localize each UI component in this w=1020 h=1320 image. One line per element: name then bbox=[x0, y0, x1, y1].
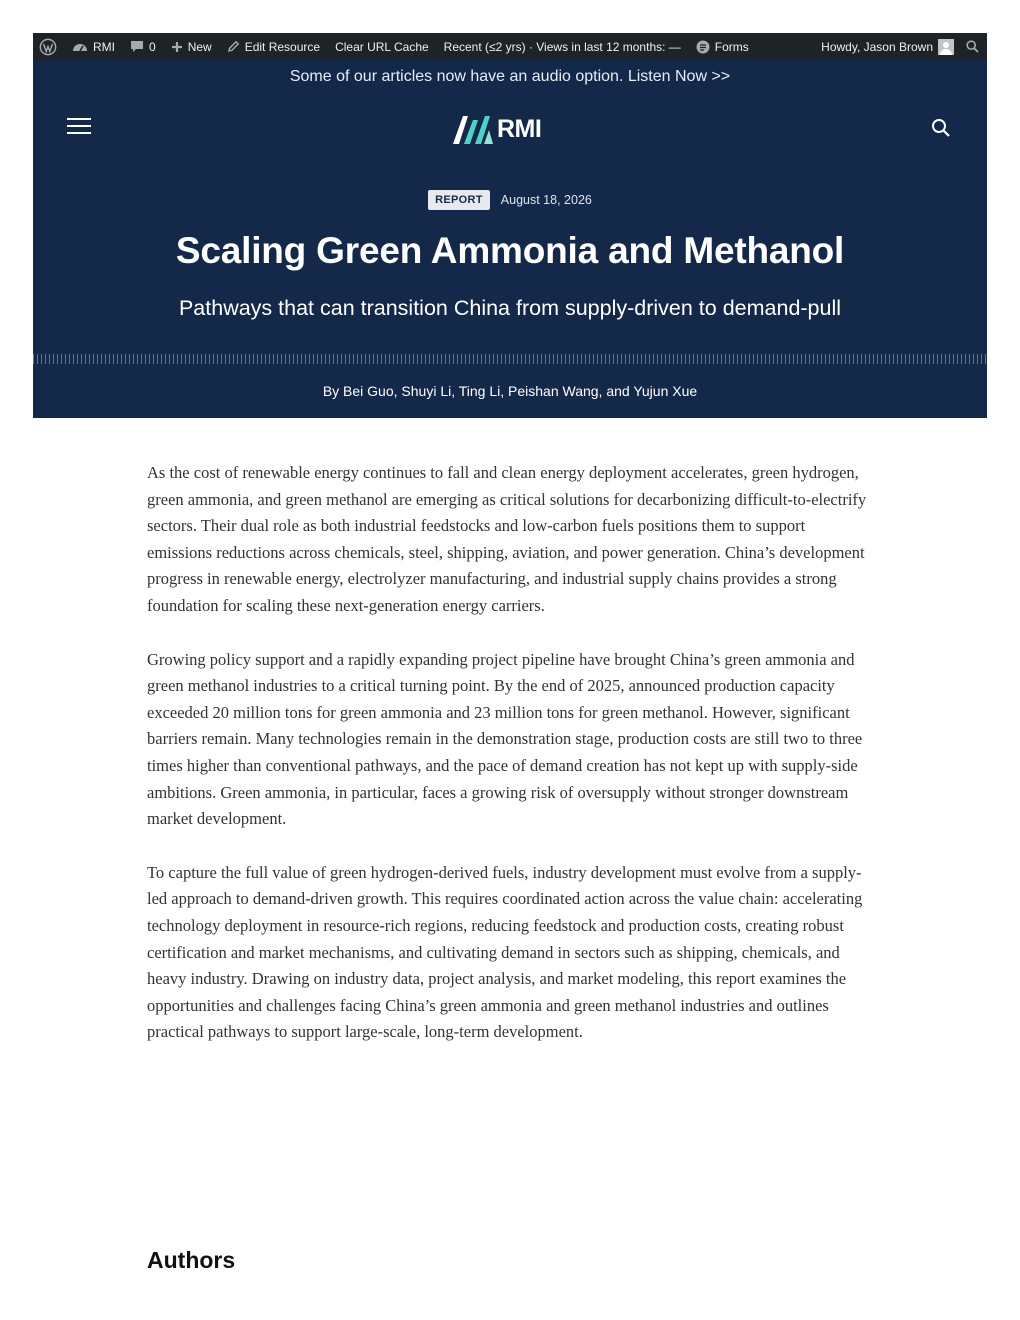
rmi-logo[interactable] bbox=[453, 112, 569, 146]
views-label: Recent (≤2 yrs) · Views in last 12 months: — bbox=[443, 39, 681, 54]
search-icon bbox=[931, 118, 951, 138]
wordpress-icon bbox=[39, 38, 57, 56]
hamburger-icon-line bbox=[67, 132, 91, 134]
article-paragraph: To capture the full value of green hydrogen-derived fuels, industry development must evolve from a supply-led approach to demand-driven growth. This requires coordinated action across the value chain: accelerating technology deployment in resource-rich regions, reducing feedstock and production costs, creating robust certification and market mechanisms, and cultivating demand in sectors such as shipping, chemicals, and heavy industry. Drawing on industry data, project analysis, and market modeling, this report examines the opportunities and challenges facing China’s green ammonia and green methanol industries and outlines practical pathways to support large-scale, long-term development. bbox=[147, 862, 863, 1042]
plus-icon bbox=[171, 41, 183, 53]
article-paragraph: As the cost of renewable energy continues to fall and clean energy deployment accelerates, green hydrogen, green ammonia, and green methanol are emerging as critical solutions for decarbonizing difficult-to-electrify sectors. Their dual role as both industrial feedstocks and low-carbon fuels positions them to support emissions reductions across chemicals, steel, shipping, aviation, and power generation. China’s development progress in renewable energy, electrolyzer manufacturing, and industrial supply chains provides a strong foundation for scaling these next-generation energy carriers. bbox=[147, 463, 867, 615]
new-label: New bbox=[187, 39, 212, 54]
avatar bbox=[938, 39, 954, 55]
article-body bbox=[147, 460, 871, 1073]
decorative-tick-strip bbox=[33, 354, 987, 364]
logo-text: RMI bbox=[497, 114, 542, 143]
comments-button[interactable] bbox=[130, 40, 156, 54]
search-icon bbox=[966, 40, 979, 53]
comment-icon bbox=[130, 40, 144, 54]
article-meta bbox=[33, 190, 987, 210]
views-stats-item[interactable] bbox=[444, 40, 681, 54]
new-content-button[interactable] bbox=[171, 40, 212, 54]
edit-resource-button[interactable] bbox=[227, 40, 320, 54]
dashboard-icon bbox=[72, 40, 88, 54]
page-subtitle: Pathways that can transition China from supply-driven to demand-pull bbox=[178, 296, 842, 320]
pencil-icon bbox=[227, 40, 240, 53]
menu-button[interactable] bbox=[67, 118, 91, 136]
wordpress-logo-button[interactable] bbox=[39, 38, 57, 56]
forms-label: Forms bbox=[714, 39, 749, 54]
edit-resource-label: Edit Resource bbox=[244, 39, 321, 54]
admin-bar bbox=[33, 33, 987, 60]
rmi-logo-mark-icon bbox=[453, 114, 497, 144]
forms-icon bbox=[696, 40, 710, 54]
comments-count: 0 bbox=[149, 39, 156, 54]
user-account-menu[interactable] bbox=[821, 39, 954, 55]
clear-url-cache-button[interactable] bbox=[335, 40, 429, 54]
admin-search-button[interactable] bbox=[966, 40, 979, 53]
author-byline: By Bei Guo, Shuyi Li, Ting Li, Peishan Wang, and Yujun Xue bbox=[322, 383, 698, 399]
site-name: RMI bbox=[93, 39, 115, 54]
forms-button[interactable] bbox=[696, 40, 749, 54]
site-search-button[interactable] bbox=[931, 118, 953, 140]
article-paragraph: Growing policy support and a rapidly expanding project pipeline have brought China’s green ammonia and green methanol industries to a critical turning point. By the end of 2025, announced production capacity exceeded 20 million tons for green ammonia and 23 million tons for green methanol. However, significant barriers remain. Many technologies remain in the demonstration stage, production costs are still two to three times higher than conventional pathways, and the pace of demand creation has not kept up with supply-side ambitions. Green ammonia, in particular, faces a growing risk of oversupply without stronger downstream market development. bbox=[147, 649, 863, 829]
hero-header bbox=[33, 60, 987, 418]
content-type-badge: REPORT bbox=[428, 190, 490, 210]
clear-cache-label: Clear URL Cache bbox=[335, 39, 429, 54]
publish-date: August 18, 2026 bbox=[500, 193, 592, 207]
authors-heading: Authors bbox=[147, 1247, 236, 1273]
site-name-button[interactable] bbox=[72, 40, 115, 54]
hamburger-icon-line bbox=[67, 125, 91, 127]
hamburger-icon bbox=[67, 118, 91, 120]
audio-announcement-link[interactable]: Some of our articles now have an audio option. Listen Now >> bbox=[289, 68, 731, 85]
user-greeting: Howdy, Jason Brown bbox=[821, 39, 933, 54]
page-title: Scaling Green Ammonia and Methanol bbox=[175, 230, 845, 271]
